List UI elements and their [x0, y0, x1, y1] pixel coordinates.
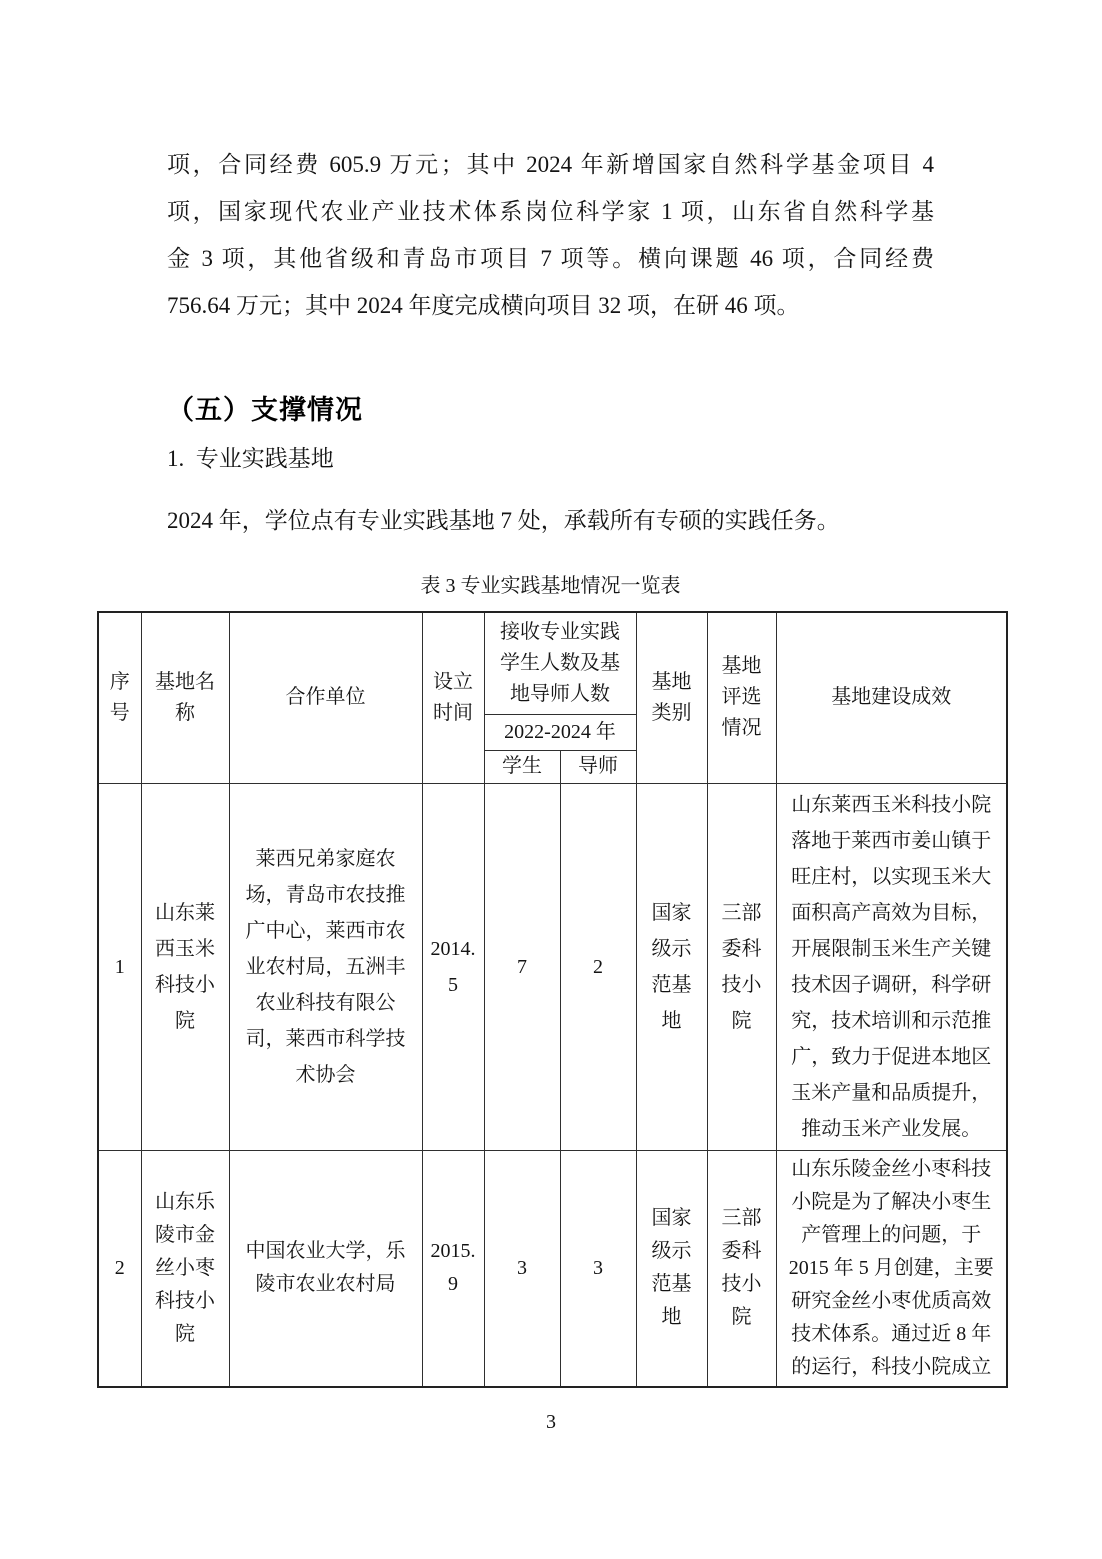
column-header-period: 2022-2024 年: [484, 714, 636, 750]
body-text: 2024 年，学位点有专业实践基地 7 处，承载所有专硕的实践任务。: [167, 508, 840, 533]
column-header-mentors: 导师: [560, 750, 636, 783]
cell-base-name: 山东乐陵市金丝小枣科技小院: [141, 1150, 229, 1387]
cell-achievement: 山东乐陵金丝小枣科技小院是为了解决小枣生产管理上的问题，于 2015 年 5 月创建，主要研究金丝小枣优质高效技术体系。通过近 8 年的运行，科技小院成立: [776, 1150, 1007, 1387]
cell-category: 国家级示范基地: [636, 783, 707, 1150]
cell-selection: 三部委科技小院: [707, 1150, 776, 1387]
cell-mentors: 2: [560, 783, 636, 1150]
table-caption: 表 3 专业实践基地情况一览表: [420, 575, 681, 597]
column-header-category: 基地类别: [636, 612, 707, 783]
cell-selection: 三部委科技小院: [707, 783, 776, 1150]
page-number: 3: [546, 1411, 556, 1433]
table-row: [98, 1150, 1007, 1387]
cell-seq: 1: [98, 783, 141, 1150]
column-header-seq: 序号: [98, 612, 141, 783]
cell-established: 2014.5: [422, 783, 484, 1150]
practice-base-table: [97, 611, 1008, 1388]
column-header-selection: 基地评选情况: [707, 612, 776, 783]
cell-mentors: 3: [560, 1150, 636, 1387]
paragraph-line: 项，国家现代农业产业技术体系岗位科学家 1 项，山东省自然科学基: [167, 199, 934, 224]
intro-paragraph: [167, 141, 934, 329]
cell-partner: 中国农业大学，乐陵市农业农村局: [229, 1150, 422, 1387]
paragraph-line: 项，合同经费 605.9 万元；其中 2024 年新增国家自然科学基金项目 4: [167, 152, 934, 177]
cell-category: 国家级示范基地: [636, 1150, 707, 1387]
column-header-students: 学生: [484, 750, 560, 783]
paragraph-line: 金 3 项，其他省级和青岛市项目 7 项等。横向课题 46 项，合同经费: [167, 246, 934, 271]
paragraph-line: 756.64 万元；其中 2024 年度完成横向项目 32 项，在研 46 项。: [167, 293, 800, 318]
column-header-name: 基地名称: [141, 612, 229, 783]
column-header-established: 设立时间: [422, 612, 484, 783]
cell-partner: 莱西兄弟家庭农场，青岛市农技推广中心，莱西市农业农村局，五洲丰农业科技有限公司，莱西市科学技术协会: [229, 783, 422, 1150]
cell-base-name: 山东莱西玉米科技小院: [141, 783, 229, 1150]
section-heading: （五）支撑情况: [167, 395, 363, 425]
cell-established: 2015.9: [422, 1150, 484, 1387]
cell-students: 3: [484, 1150, 560, 1387]
column-header-partner: 合作单位: [229, 612, 422, 783]
cell-seq: 2: [98, 1150, 141, 1387]
table-row: [98, 783, 1007, 1150]
column-header-intake-group: 接收专业实践学生人数及基地导师人数: [484, 612, 636, 714]
column-header-achievement: 基地建设成效: [776, 612, 1007, 783]
header-row: [98, 612, 1007, 714]
cell-achievement: 山东莱西玉米科技小院落地于莱西市姜山镇于旺庄村，以实现玉米大面积高产高效为目标，开展限制玉米生产关键技术因子调研，科学研究，技术培训和示范推广，致力于促进本地区玉米产量和品质提升，推动玉米产业发展。: [776, 783, 1007, 1150]
section-subheading: 1. 专业实践基地: [167, 446, 334, 471]
cell-students: 7: [484, 783, 560, 1150]
